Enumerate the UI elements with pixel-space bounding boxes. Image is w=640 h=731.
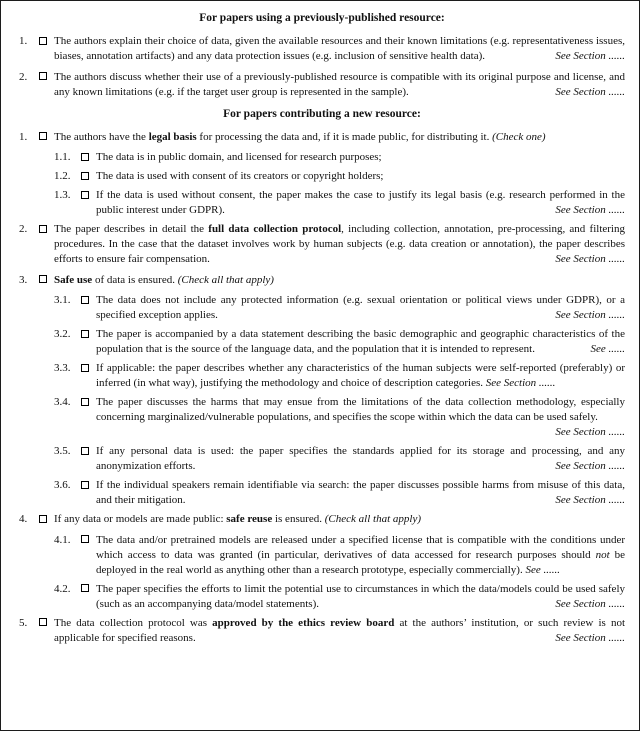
checkbox[interactable] — [81, 153, 89, 161]
checklist-item — [19, 273, 625, 288]
checklist-subitem — [54, 478, 625, 508]
checklist-subitem — [54, 293, 625, 323]
see-section-ref: See Section ...... — [555, 309, 625, 321]
checkbox[interactable] — [81, 481, 89, 489]
item-text — [54, 130, 625, 145]
item-text — [54, 273, 625, 288]
see-section-ref: See Section ...... — [555, 460, 625, 472]
checklist-item — [19, 222, 625, 267]
see-section-ref: See Section ...... — [555, 494, 625, 506]
item-text-body: The paper describes in detail the full data collection protocol, including collection, annotation, pre-processing, and filtering procedures. In the case that the dataset involves work by human subjects (e.g. data creation or annotation), the paper describes efforts to ensure fair compensation. — [54, 223, 625, 265]
checklist-item — [19, 34, 625, 64]
checkbox[interactable] — [81, 172, 89, 180]
checklist-item — [19, 616, 625, 646]
item-number: 3.1. — [54, 294, 71, 306]
checkbox[interactable] — [39, 132, 47, 140]
item-text-body: If the individual speakers remain identifiable via search: the paper discusses possible harms from misuse of this data, and their mitigation. — [96, 479, 625, 506]
checkbox[interactable] — [81, 296, 89, 304]
see-section-ref: See Section ...... — [555, 253, 625, 265]
section-new-resource — [19, 107, 625, 646]
item-text — [96, 327, 625, 357]
item-number: 3.4. — [54, 396, 71, 408]
checklist-subitem — [54, 361, 625, 391]
item-number: 3.2. — [54, 328, 71, 340]
item-number: 4. — [19, 513, 28, 525]
item-text-body: The data is used with consent of its creators or copyright holders; — [96, 170, 384, 182]
item-number: 4.1. — [54, 533, 71, 546]
item-number: 1. — [19, 130, 28, 143]
item-text-body: If any data or models are made public: safe reuse is ensured. (Check all that apply) — [54, 513, 421, 525]
checklist-subitem — [54, 395, 625, 440]
section-title: For papers using a previously-published resource: — [199, 12, 445, 24]
item-text-body: The authors have the legal basis for processing the data and, if it is made public, for distributing it. (Check one) — [54, 130, 546, 143]
checkbox[interactable] — [39, 275, 47, 283]
item-text-body: The data and/or pretrained models are released under a specified license that is compatible with the conditions under which access to data was granted (in particular, derivatives of data accessed for research purposes should not be deployed in the real world as anything other than a research prototype, especially commercially). See ...... — [96, 533, 625, 576]
item-text — [96, 169, 625, 184]
item-text-body: If any personal data is used: the paper specifies the standards applied for its storage and processing, and any anonymization efforts. — [96, 445, 625, 472]
see-section-ref: See Section ...... — [555, 597, 625, 610]
item-text — [96, 188, 625, 218]
item-text — [96, 478, 625, 508]
item-text — [54, 222, 625, 267]
checklist-subitem — [54, 582, 625, 612]
item-number: 1.3. — [54, 189, 71, 201]
checklist-subitem — [54, 327, 625, 357]
item-text-body: Safe use of data is ensured. (Check all that apply) — [54, 273, 274, 286]
see-section-ref: See Section ...... — [555, 204, 625, 216]
item-number: 1.2. — [54, 170, 71, 182]
item-text-body: The paper is accompanied by a data statement describing the basic demographic and geographic characteristics of the population that is the source of the language data, and the population that it is intended to represent. — [96, 328, 625, 355]
checkbox[interactable] — [81, 447, 89, 455]
item-number: 5. — [19, 616, 28, 629]
item-text-body: The data is in public domain, and licensed for research purposes; — [96, 151, 382, 163]
item-text — [96, 361, 625, 391]
item-text — [96, 582, 625, 612]
checkbox[interactable] — [81, 330, 89, 338]
checklist-subitem — [54, 444, 625, 474]
item-text-body: The data collection protocol was approved by the ethics review board at the authors’ institution, or such review is not applicable for specified reasons. — [54, 616, 626, 644]
item-number: 1.1. — [54, 151, 71, 163]
item-text — [96, 150, 625, 165]
item-text — [54, 34, 625, 64]
item-text — [96, 444, 625, 474]
item-text-body: If applicable: the paper describes whether any characteristics of the human subjects were self-reported (preferably) or inferred (in what way), justifying the methodology and choice of description categories. See Section ...... — [96, 362, 625, 389]
item-text-body: The authors explain their choice of data, given the available resources and their known limitations (e.g. representativeness issues, biases, annotation artifacts) and any data protection issues (e.g. inclusion of sensitive health data). — [54, 35, 625, 62]
item-text — [96, 395, 625, 440]
item-number: 2. — [19, 70, 28, 83]
see-section-ref: See Section ...... — [555, 426, 625, 438]
checkbox[interactable] — [39, 225, 47, 233]
checkbox[interactable] — [39, 515, 47, 523]
item-text-body: If the data is used without consent, the paper makes the case to justify its legal basis (e.g. research performed in the public interest under GDPR). — [96, 189, 625, 216]
item-number: 3.6. — [54, 479, 71, 491]
checkbox[interactable] — [39, 37, 47, 45]
checkbox[interactable] — [39, 618, 47, 626]
item-number: 2. — [19, 223, 28, 235]
item-text — [96, 293, 625, 323]
item-text-body: The authors discuss whether their use of a previously-published resource is compatible with its original purpose and license, and any known limitations (e.g. if the target user group is represented in the sample). — [54, 70, 625, 98]
item-number: 1. — [19, 35, 28, 47]
see-section-ref: See Section ...... — [555, 85, 625, 98]
item-number: 3.3. — [54, 362, 71, 374]
item-text-body: The paper specifies the efforts to limit the potential use to circumstances in which the data/models could be used safely (such as an accompanying data/model statements). — [96, 582, 625, 610]
checkbox[interactable] — [81, 584, 89, 592]
section-title: For papers contributing a new resource: — [223, 107, 421, 120]
checkbox[interactable] — [81, 364, 89, 372]
checkbox[interactable] — [81, 398, 89, 406]
see-section-ref: See Section ...... — [555, 50, 625, 62]
checkbox[interactable] — [81, 535, 89, 543]
see-section-ref: See ...... — [590, 343, 625, 355]
checklist-item — [19, 130, 625, 145]
checklist-subitem — [54, 533, 625, 578]
item-number: 3.5. — [54, 445, 71, 457]
checkbox[interactable] — [81, 191, 89, 199]
checklist-subitem — [54, 150, 625, 165]
checklist-item — [19, 70, 625, 100]
checklist-item — [19, 512, 625, 527]
item-number: 3. — [19, 273, 28, 286]
item-number: 4.2. — [54, 582, 71, 595]
item-text-body: The data does not include any protected information (e.g. sexual orientation or political views under GDPR), or a specified exception applies. — [96, 294, 625, 321]
item-text — [54, 70, 625, 100]
item-text — [96, 533, 625, 578]
see-section-ref: See Section ...... — [555, 631, 625, 644]
item-text — [54, 512, 625, 527]
checkbox[interactable] — [39, 72, 47, 80]
item-text — [54, 616, 625, 646]
item-text-body: The paper discusses the harms that may ensue from the limitations of the data collection methodology, especially concerning marginalized/vulnerable populations, and specifies the scope within which the data can be used safely. — [96, 396, 625, 423]
section-previously-published-resource — [19, 11, 625, 100]
checklist-subitem — [54, 188, 625, 218]
checklist-subitem — [54, 169, 625, 184]
